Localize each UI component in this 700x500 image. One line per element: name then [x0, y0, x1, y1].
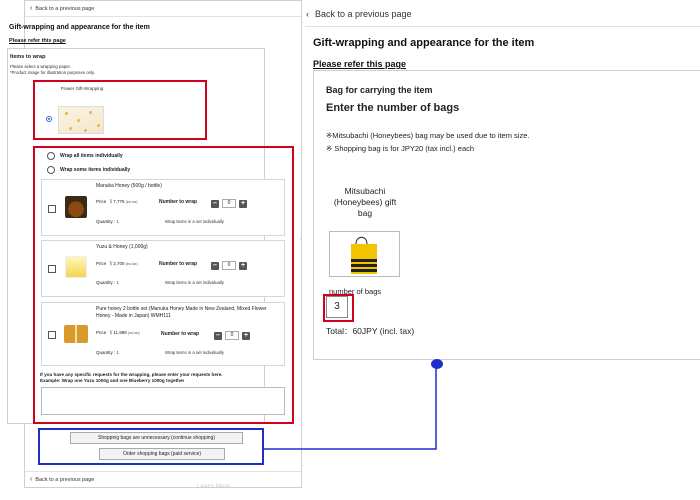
item-name: Manuka Honey (500g / bottle): [96, 183, 162, 189]
wrap-set-note: Wrap items in a set individually: [165, 350, 224, 355]
page-title: Gift-wrapping and appearance for the item: [9, 24, 150, 31]
items-to-wrap-heading: Items to wrap: [10, 54, 46, 60]
back-link-label: Back to a previous page: [315, 9, 412, 19]
flower-dot: [97, 124, 100, 127]
item-name: Yuzu & Honey (1,000g): [96, 244, 148, 250]
enter-bags-heading: Enter the number of bags: [326, 102, 460, 114]
item-name: Pure honey 2 bottle set (Manuka Honey Made in New Zealand, Mixed Flower Honey - Made in Japan) WMH111: [96, 306, 267, 319]
back-link[interactable]: [306, 9, 412, 19]
minus-button[interactable]: –: [211, 200, 219, 208]
number-to-wrap-label: Number to wrap: [159, 261, 198, 267]
back-link-top[interactable]: [25, 1, 301, 17]
wrapping-paper-label: Flower Gift-Wrapping: [60, 86, 104, 91]
qty-value: 1: [116, 350, 120, 355]
wrap-all-radio[interactable]: [47, 152, 55, 160]
items-note-line2: *Product image for illustration purposes only.: [10, 69, 95, 75]
tax-note: (inc.tax): [125, 200, 138, 204]
flower-dot: [84, 129, 87, 132]
wrap-all-label: Wrap all items individually: [60, 153, 123, 159]
chevron-left-icon: ‹: [30, 5, 33, 12]
chevron-left-icon: ‹: [306, 9, 309, 19]
page-title: Gift-wrapping and appearance for the item: [313, 37, 535, 49]
item-checkbox[interactable]: [48, 205, 56, 213]
plus-button[interactable]: +: [240, 261, 246, 269]
price-label: Price: [96, 261, 107, 266]
request-instructions: [40, 372, 223, 384]
request-textarea[interactable]: [41, 387, 285, 415]
learn-more-link[interactable]: Learn More: [197, 484, 231, 490]
wrap-stepper: [211, 199, 247, 208]
flower-dot: [89, 111, 92, 114]
refer-link[interactable]: Please refer this page: [9, 38, 66, 44]
tax-note: (inc.tax): [127, 331, 140, 335]
items-note-line1: Please select a wrapping paper.: [10, 64, 71, 69]
bag-note-size: ※Mitsubachi (Honeybees) bag may be used due to item size.: [326, 131, 530, 140]
wrap-count[interactable]: 0: [222, 261, 236, 270]
wrapping-paper-radio[interactable]: [46, 116, 52, 122]
wrap-stepper: [211, 261, 247, 270]
flower-dot: [65, 112, 68, 115]
item-price: [96, 199, 138, 205]
divider: [305, 26, 700, 27]
price-value: ￥2,700: [108, 261, 125, 266]
number-of-bags-label: number of bags: [329, 287, 382, 296]
flower-dot: [77, 119, 80, 122]
yuzu-honey-thumbnail: [65, 256, 87, 278]
no-shopping-bags-button[interactable]: Shopping bags are unnecessary (continue shopping): [70, 432, 243, 444]
chevron-left-icon: ‹: [300, 237, 302, 243]
bag-note-price: ※ Shopping bag is for JPY20 (tax incl.) each: [326, 144, 475, 153]
wrap-set-note: Wrap items in a set individually: [165, 280, 224, 285]
gift-bag-icon: [330, 232, 401, 278]
price-label: Price: [96, 199, 107, 204]
request-line1: If you have any specific requests for the wrapping, please enter your requests here.: [40, 372, 223, 377]
flower-dot: [69, 127, 72, 130]
number-to-wrap-label: Number to wrap: [161, 331, 200, 337]
wrapping-paper-image[interactable]: [58, 106, 104, 134]
total-price: Total：60JPY (incl. tax): [326, 326, 415, 336]
wrap-some-radio[interactable]: [47, 166, 55, 174]
manuka-honey-thumbnail: [65, 196, 87, 218]
qty-label: Quantity :: [96, 280, 116, 285]
price-value: ￥11,988: [108, 330, 127, 335]
tax-note: (inc.tax): [125, 262, 138, 266]
bag-section-title: Bag for carrying the item: [326, 85, 433, 95]
wrap-some-label: Wrap some items individually: [60, 167, 131, 173]
item-quantity: [96, 350, 119, 355]
plus-button[interactable]: +: [243, 331, 249, 339]
qty-value: 1: [116, 219, 120, 224]
chevron-left-icon: ‹: [30, 476, 33, 483]
request-line2: Example: Wrap one Yuzu 1000g and one Blueberry 1000g together: [40, 378, 185, 383]
plus-button[interactable]: +: [240, 199, 246, 207]
items-note: [10, 64, 95, 75]
minus-button[interactable]: –: [211, 262, 219, 270]
bag-quantity-input[interactable]: 3: [326, 296, 348, 318]
item-price: [96, 330, 140, 336]
bag-name: Mitsubachi (Honeybees) gift bag: [333, 186, 397, 218]
wrap-count[interactable]: 0: [225, 331, 239, 340]
price-label: Price: [96, 330, 107, 335]
qty-label: Quantity :: [96, 350, 116, 355]
item-checkbox[interactable]: [48, 265, 56, 273]
order-shopping-bags-button[interactable]: Order shopping bags (paid service): [99, 448, 225, 460]
refer-link[interactable]: Please refer this page: [313, 59, 407, 69]
item-quantity: [96, 219, 119, 224]
back-link-label: Back to a previous page: [35, 477, 95, 483]
number-to-wrap-label: Number to wrap: [159, 199, 198, 205]
minus-button[interactable]: –: [214, 332, 222, 340]
honey-set-thumbnail: [64, 325, 88, 343]
qty-label: Quantity :: [96, 219, 116, 224]
wrap-count[interactable]: 0: [222, 199, 236, 208]
price-value: ￥7,776: [108, 199, 125, 204]
item-price: [96, 261, 138, 267]
wrap-set-note: Wrap items in a set individually: [165, 219, 224, 224]
bag-quantity-highlight: [323, 294, 354, 322]
item-quantity: [96, 280, 119, 285]
wrap-stepper: [214, 331, 250, 340]
back-link-label: Back to a previous page: [35, 6, 95, 12]
back-link-bottom[interactable]: [25, 471, 301, 487]
gift-bag-image: [329, 231, 400, 277]
qty-value: 1: [116, 280, 120, 285]
item-checkbox[interactable]: [48, 331, 56, 339]
